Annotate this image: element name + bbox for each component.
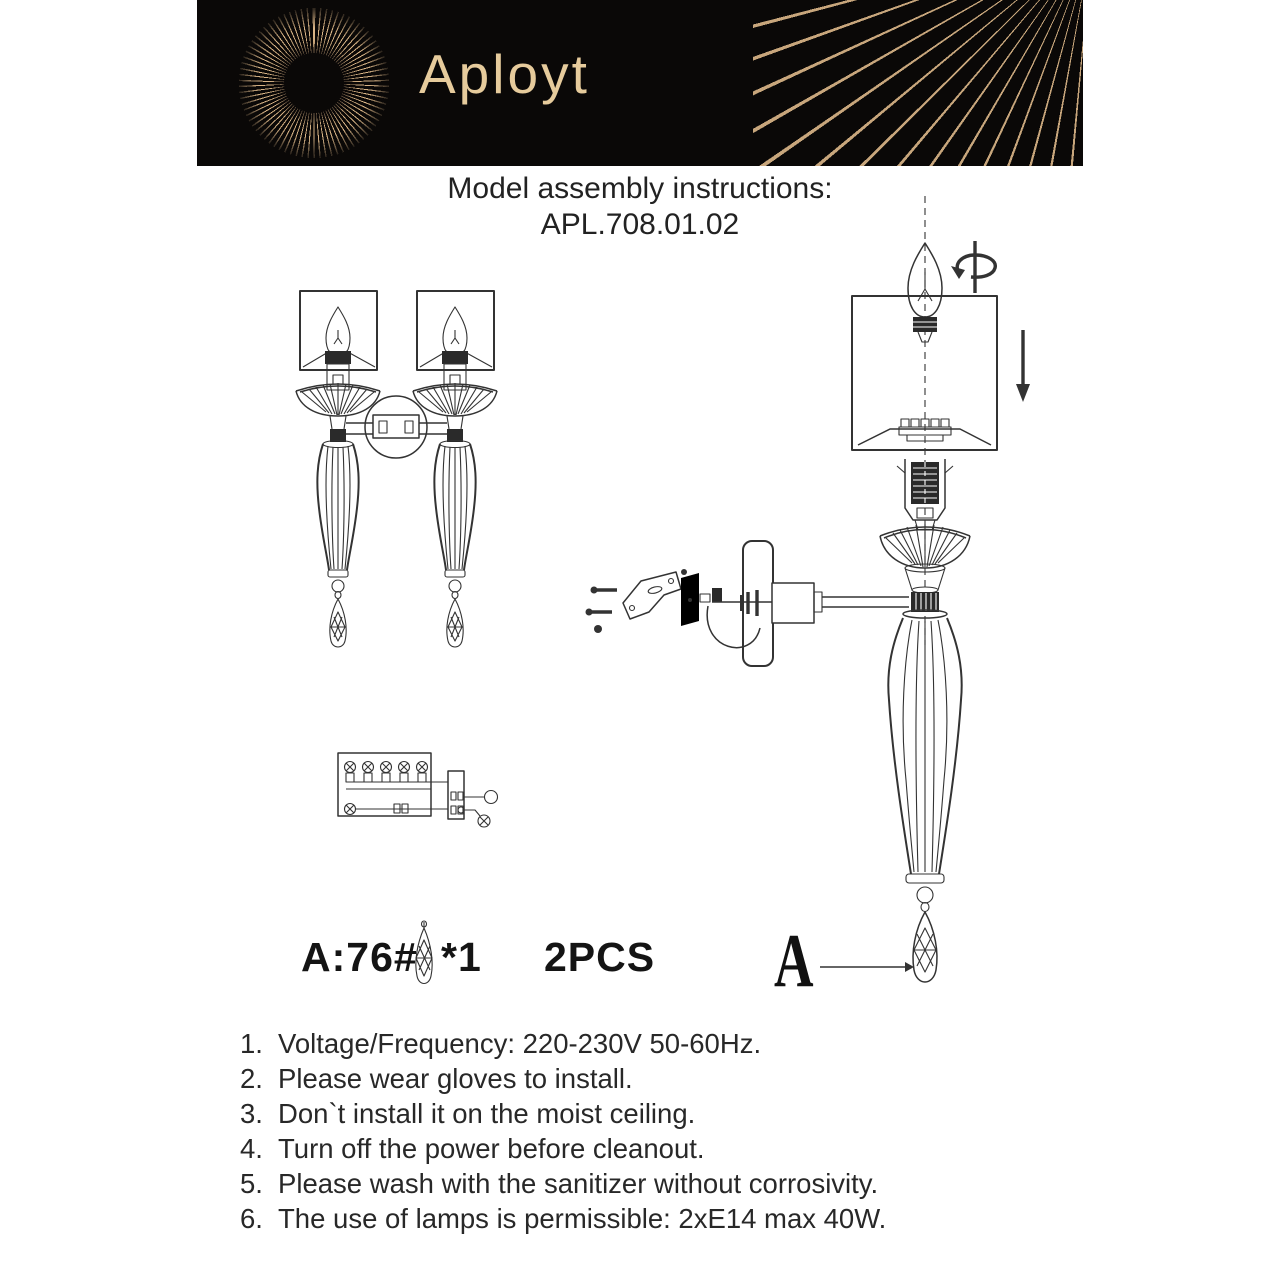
lamp-socket (897, 459, 953, 530)
instruction-text: Please wear gloves to install. (278, 1063, 633, 1094)
instruction-text: Voltage/Frequency: 220-230V 50-60Hz. (278, 1028, 762, 1059)
part-quantity-label: *1 (441, 934, 482, 980)
arm-assembly (772, 583, 947, 623)
glass-body (888, 618, 961, 912)
callout-letter: A (774, 919, 814, 1003)
wire-loop (707, 606, 760, 648)
instruction-number: 5. (240, 1168, 263, 1199)
instruction-item (240, 1131, 1120, 1166)
instruction-item (240, 1096, 1120, 1131)
instruction-number: 6. (240, 1203, 263, 1234)
instruction-text: Don`t install it on the moist ceiling. (278, 1098, 696, 1129)
mounting-hardware (586, 541, 774, 666)
instruction-number: 3. (240, 1098, 263, 1129)
page-title: Model assembly instructions: (447, 172, 833, 205)
model-number: APL.708.01.02 (540, 208, 740, 241)
exploded-view-drawing (586, 196, 1031, 982)
part-code-label: A:76# (301, 934, 418, 980)
down-arrow-icon (1016, 330, 1030, 402)
crystal-drop (913, 912, 937, 982)
package-count-label: 2PCS (544, 934, 656, 980)
crystal-drop-icon (416, 921, 432, 984)
instruction-number: 1. (240, 1028, 263, 1059)
instruction-item (240, 1061, 1120, 1096)
mount-bracket (373, 415, 419, 438)
wiring-diagram (338, 753, 498, 827)
instruction-text: Turn off the power before cleanout. (278, 1133, 705, 1164)
instruction-number: 4. (240, 1133, 263, 1164)
instruction-item (240, 1026, 1120, 1061)
instruction-text: The use of lamps is permissible: 2xE14 max 40W. (278, 1203, 887, 1234)
callout-arrow (820, 962, 914, 972)
instruction-item (240, 1201, 1120, 1236)
instruction-text: Please wash with the sanitizer without corrosivity. (278, 1168, 879, 1199)
right-lamp (413, 291, 497, 647)
left-lamp (296, 291, 380, 647)
rotate-arrow-icon (951, 241, 995, 293)
lamp-symbols (345, 762, 428, 783)
brand-name: Aployt (419, 43, 590, 105)
instructions-list (240, 1026, 1120, 1236)
instruction-number: 2. (240, 1063, 263, 1094)
instruction-item (240, 1166, 1120, 1201)
front-view-drawing (296, 291, 497, 647)
